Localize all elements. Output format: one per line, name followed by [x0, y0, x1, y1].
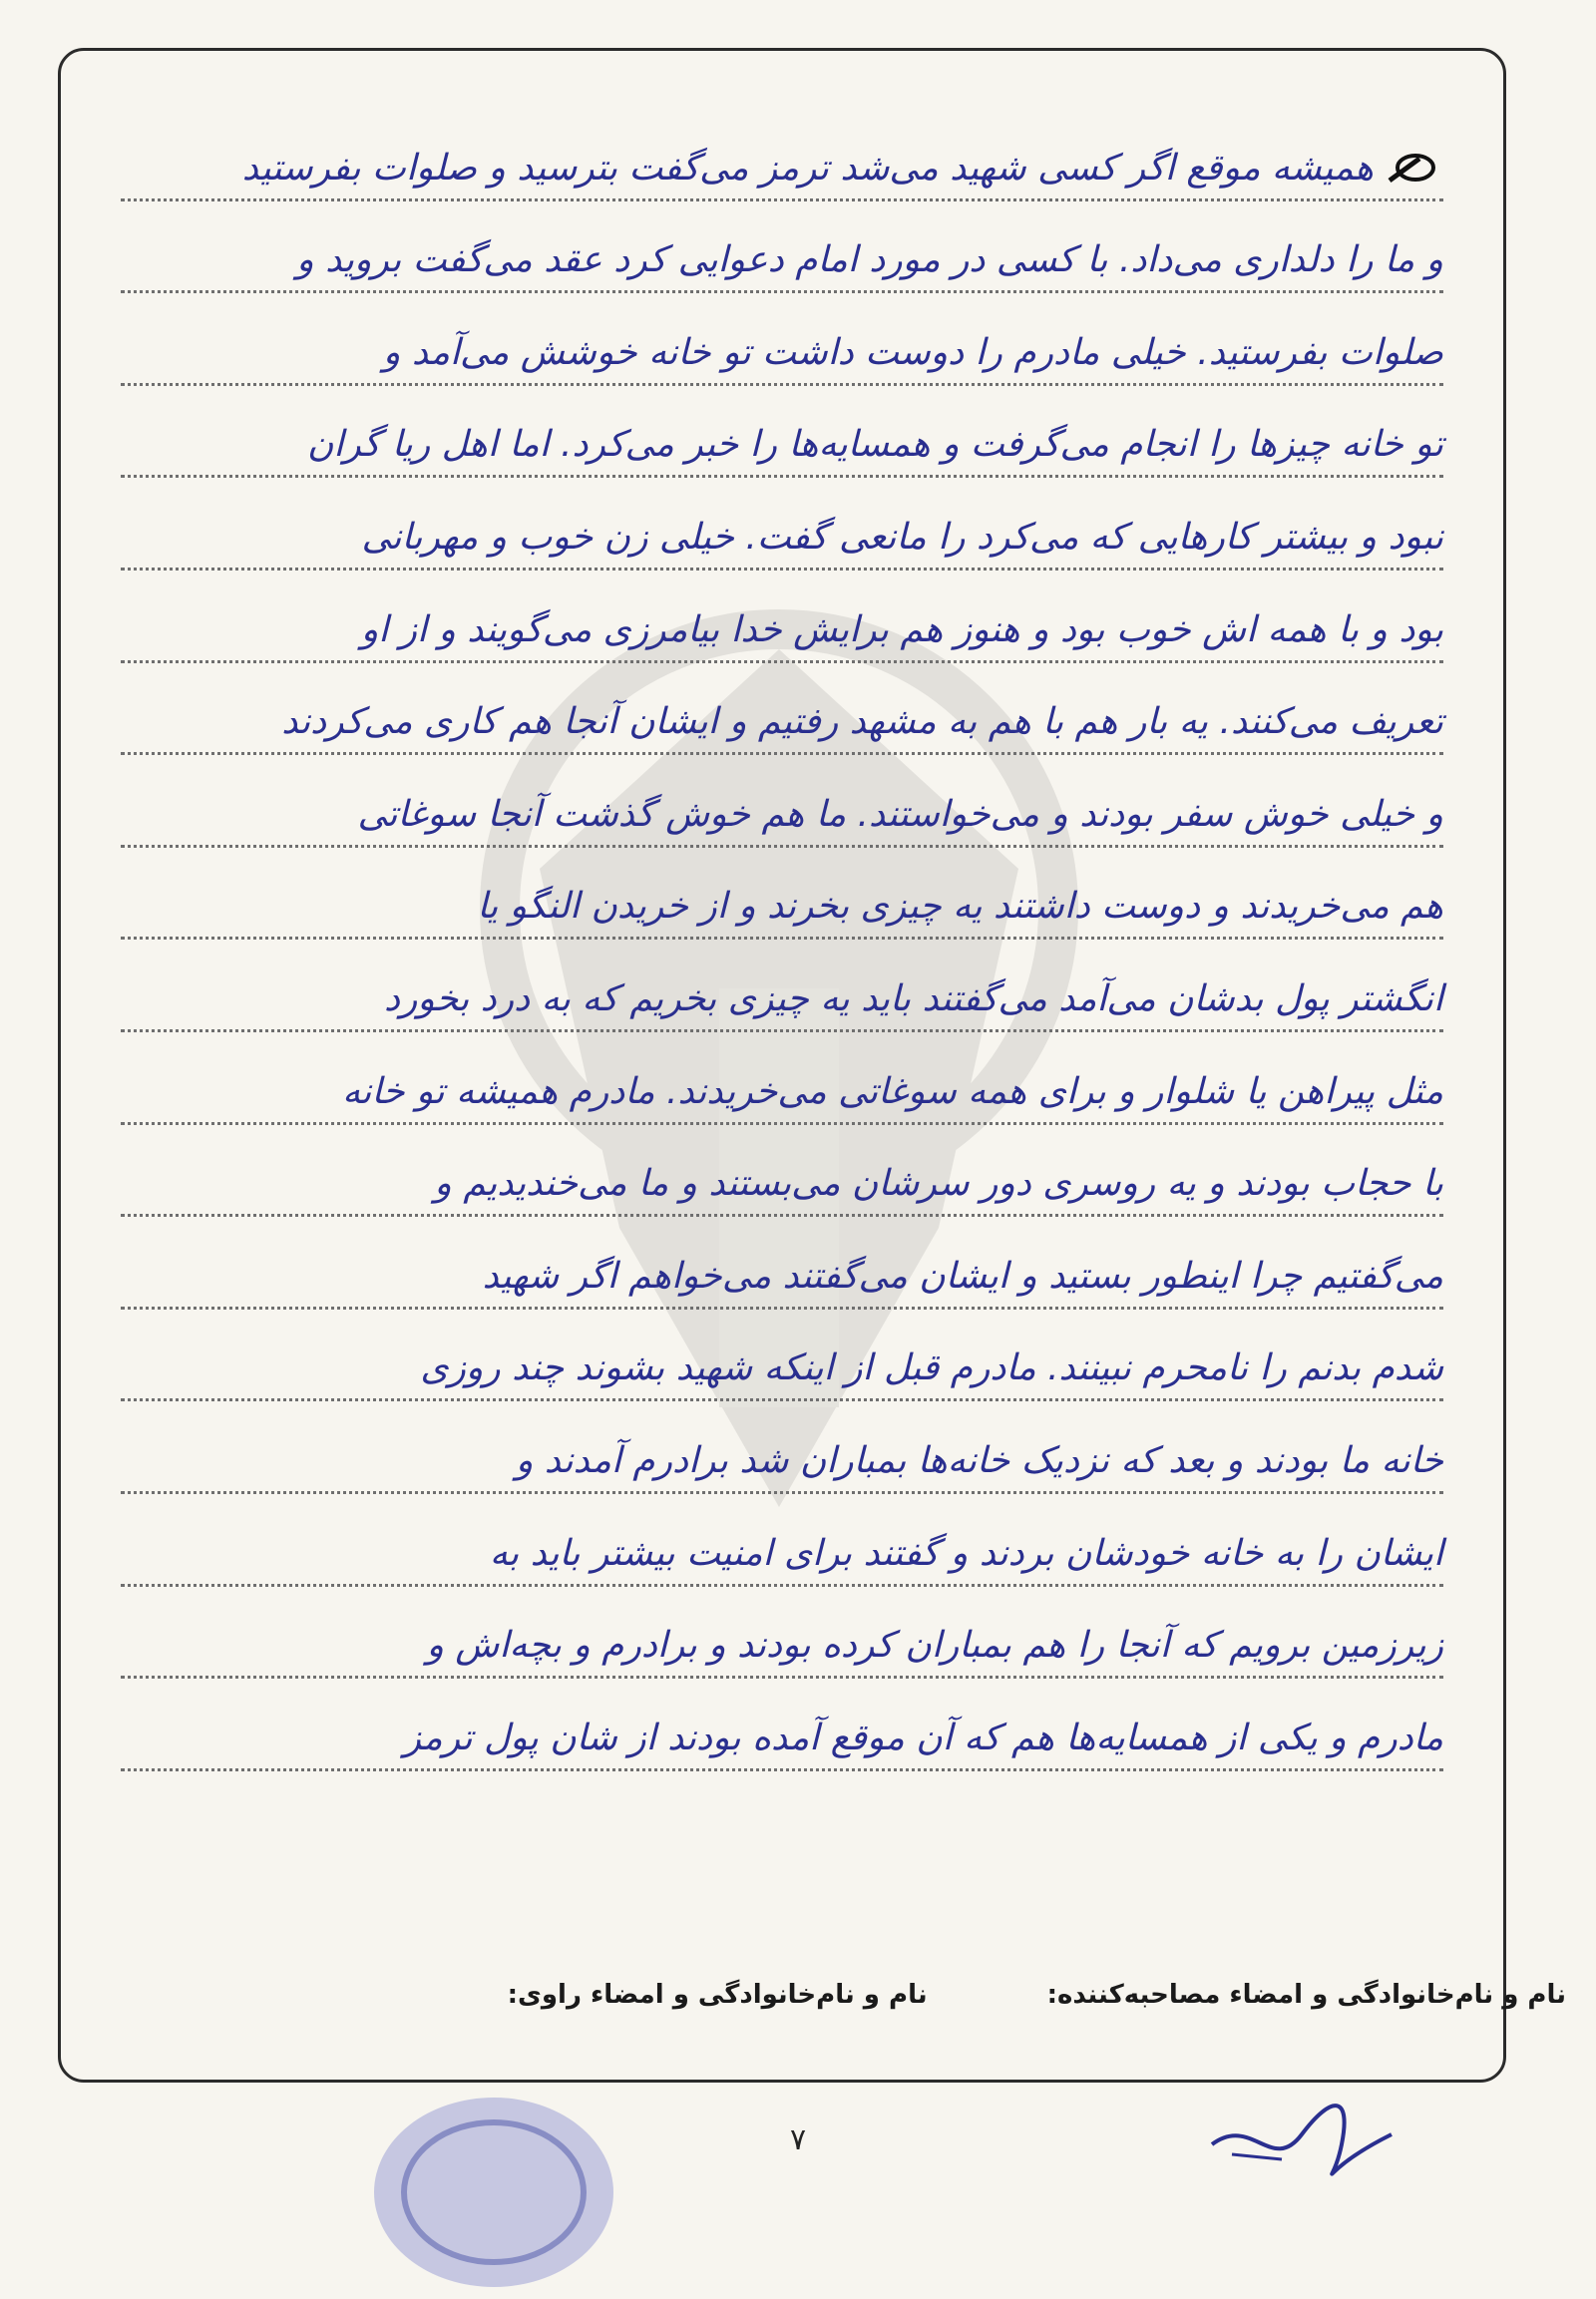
line-2	[121, 201, 1443, 294]
line-9	[121, 848, 1443, 941]
page-number: ۷	[789, 2122, 807, 2157]
line-text: تعریف می‌کنند. یه بار هم با هم به مشهد رفتیم و ایشان آنجا هم کاری می‌کردند	[281, 701, 1443, 743]
line-text: شدم بدنم را نامحرم نبینند. مادرم قبل از اینکه شهید بشوند چند روزی	[420, 1347, 1443, 1389]
line-text: صلوات بفرستید. خیلی مادرم را دوست داشت تو خانه خوشش می‌آمد و	[383, 331, 1443, 373]
line-5	[121, 478, 1443, 571]
line-text: و ما را دلداری می‌داد. با کسی در مورد امام دعوایی کرد عقد می‌گفت بروید و	[296, 239, 1443, 281]
line-text: تو خانه چیزها را انجام می‌گرفت و همسایه‌ها را خبر می‌کرد. اما اهل ریا گران	[306, 424, 1443, 466]
line-text: نبود و بیشتر کارهایی که می‌کرد را مانعی گفت. خیلی زن خوب و مهربانی	[361, 516, 1443, 558]
line-text: و خیلی خوش سفر بودند و می‌خواستند. ما هم خوش گذشت آنجا سوغاتی	[357, 793, 1443, 835]
line-8	[121, 755, 1443, 848]
line-7	[121, 663, 1443, 756]
line-3	[121, 293, 1443, 386]
line-text: با حجاب بودند و یه روسری دور سرشان می‌بستند و ما می‌خندیدیم و	[434, 1163, 1443, 1205]
line-18	[121, 1679, 1443, 1771]
line-text: مادرم و یکی از همسایه‌ها هم که آن موقع آمده بودند از شان پول ترمز	[403, 1717, 1443, 1758]
narrator-label: نام و نام‌خانوادگی و امضاء راوی:	[507, 1980, 928, 2010]
line-text: زیرزمین برویم که آنجا را هم بمباران کرده بودند و برادرم و بچه‌اش و	[426, 1625, 1443, 1667]
line-text: ایشان را به خانه خودشان بردند و گفتند برای امنیت بیشتر باید به	[489, 1532, 1443, 1574]
line-10	[121, 940, 1443, 1032]
line-15	[121, 1401, 1443, 1494]
line-14	[121, 1310, 1443, 1402]
handwritten-lines	[121, 109, 1443, 1771]
line-13	[121, 1217, 1443, 1310]
line-text: انگشتر پول بدشان می‌آمد می‌گفتند باید یه چیزی بخریم که به درد بخورد	[383, 977, 1443, 1019]
pen-icon	[1386, 151, 1437, 185]
line-17	[121, 1587, 1443, 1680]
line-text: هم می‌خریدند و دوست داشتند یه چیزی بخرند و از خریدن النگو یا	[477, 886, 1443, 928]
line-text: مثل پیراهن یا شلوار و برای همه سوغاتی می‌خریدند. مادرم همیشه تو خانه	[342, 1070, 1443, 1112]
interviewer-label: نام و نام‌خانوادگی و امضاء مصاحبه‌کننده:	[1046, 1980, 1566, 2010]
signature-labels	[60, 1980, 1566, 2010]
line-11	[121, 1032, 1443, 1125]
line-4	[121, 386, 1443, 479]
line-1	[121, 109, 1443, 201]
stamp	[359, 2085, 628, 2299]
line-6	[121, 571, 1443, 663]
page-frame	[58, 48, 1506, 2083]
line-text: همیشه موقع اگر کسی شهید می‌شد ترمز می‌گفت بترسید و صلوات بفرستید	[241, 147, 1374, 189]
line-text: بود و با همه اش خوب بود و هنوز هم برایش خدا بیامرزی می‌گویند و از او	[360, 608, 1443, 650]
line-16	[121, 1494, 1443, 1587]
line-text: می‌گفتیم چرا اینطور بستید و ایشان می‌گفتند می‌خواهم اگر شهید	[482, 1255, 1443, 1297]
line-text: خانه ما بودند و بعد که نزدیک خانه‌ها بمباران شد برادرم آمدند و	[515, 1439, 1443, 1481]
line-12	[121, 1125, 1443, 1218]
